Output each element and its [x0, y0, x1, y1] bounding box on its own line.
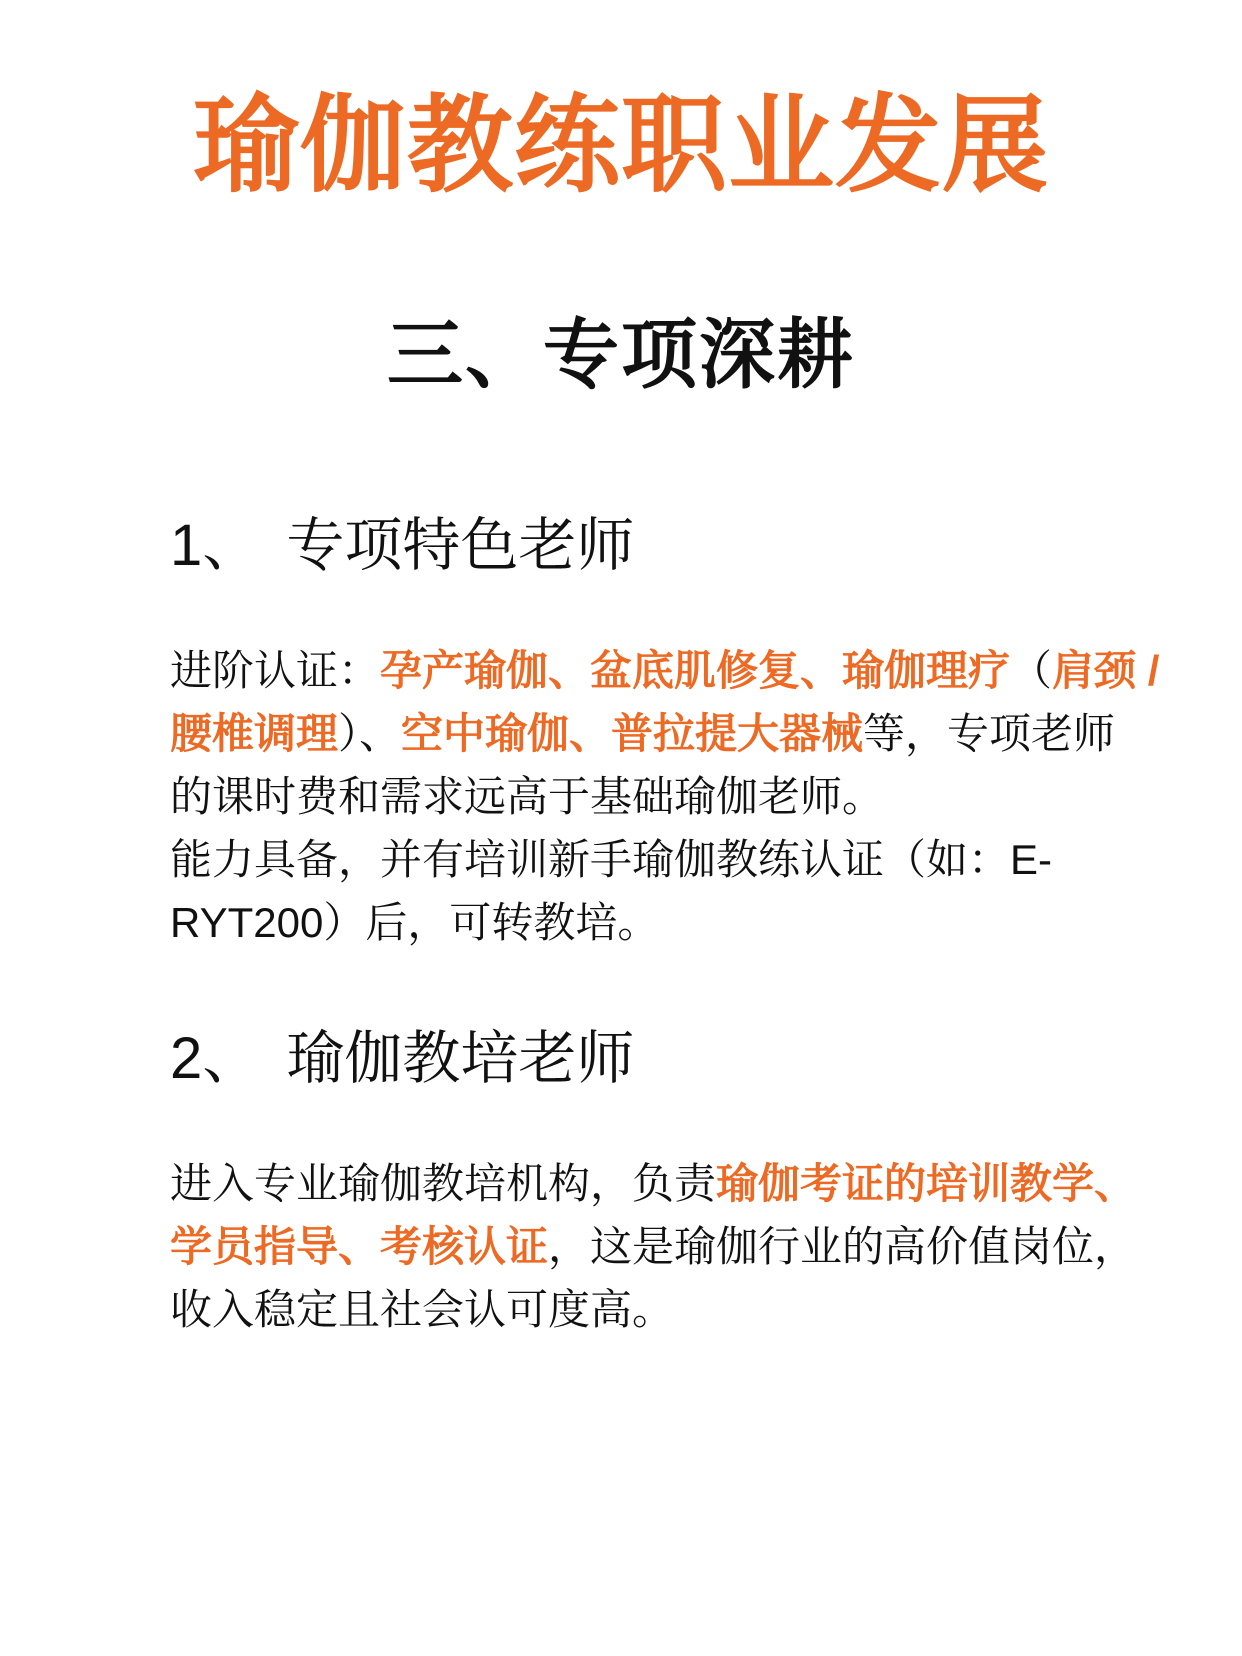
paragraph-line	[170, 1215, 1137, 1278]
section-2-paragraph	[170, 1152, 1137, 1341]
paragraph-line	[170, 1278, 1072, 1341]
section-teacher-trainer	[170, 1024, 1137, 1341]
body-text-segment: ，这是瑜伽行业的高价值岗位，	[548, 1222, 1137, 1270]
body-text-segment: RYT200）后，可转教培。	[170, 898, 660, 946]
paragraph-line	[170, 891, 1072, 954]
section-2-heading-label: 瑜伽教培老师	[286, 1025, 635, 1091]
body-text-segment: ）、	[338, 709, 402, 757]
highlighted-text: 腰椎调理	[170, 709, 339, 757]
highlighted-text: 孕产瑜伽、盆底肌修复、瑜伽理疗	[380, 646, 1011, 694]
body-text-segment: 等，专项老师	[863, 709, 1116, 757]
section-1-number: 1、	[170, 513, 261, 579]
section-1-heading	[170, 511, 1072, 581]
page-title: 瑜伽教练职业发展	[193, 87, 1049, 205]
section-2-heading	[170, 1024, 1072, 1094]
section-title: 三、专项深耕	[387, 313, 855, 399]
section-2-number: 2、	[170, 1025, 261, 1091]
paragraph-line	[170, 765, 1072, 828]
paragraph-line	[170, 828, 1072, 891]
highlighted-text: 学员指导、考核认证	[170, 1222, 549, 1270]
body-text-segment: 进阶认证：	[170, 646, 381, 694]
section-1-paragraph	[170, 639, 1160, 954]
body-text-segment: （	[1010, 646, 1053, 694]
paragraph-line	[170, 702, 1116, 765]
paragraph-line	[170, 639, 1160, 702]
paragraph-line	[170, 1152, 1137, 1215]
highlighted-text: 空中瑜伽、普拉提大器械	[401, 709, 864, 757]
body-text-segment: 能力具备，并有培训新手瑜伽教练认证（如：E-	[170, 835, 1053, 883]
highlighted-text: 瑜伽考证的培训教学、	[716, 1159, 1137, 1207]
body-text-segment: 收入稳定且社会认可度高。	[170, 1285, 675, 1333]
body-text-segment: 进入专业瑜伽教培机构，负责	[170, 1159, 717, 1207]
section-specialty-teacher	[170, 511, 1160, 954]
body-text-segment: 的课时费和需求远高于基础瑜伽老师。	[170, 772, 885, 820]
section-1-heading-label: 专项特色老师	[286, 513, 635, 579]
highlighted-text: 肩颈 /	[1052, 646, 1160, 694]
